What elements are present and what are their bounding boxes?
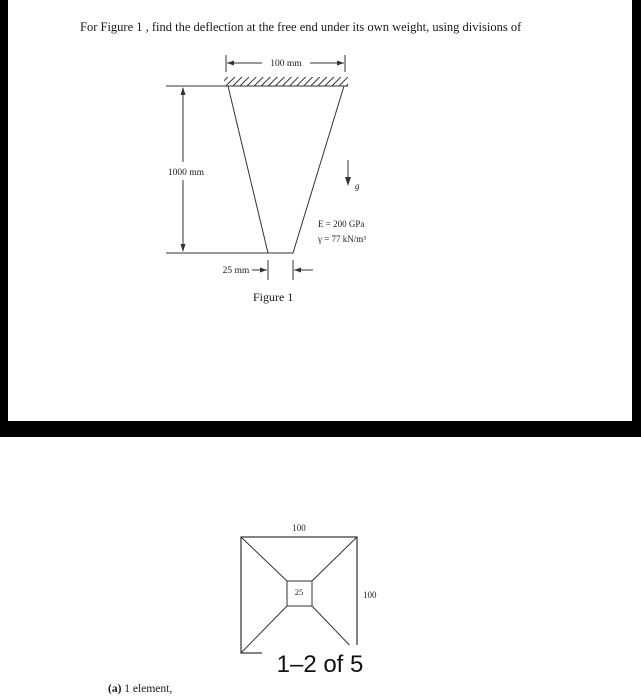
part-a-text: 1 element, <box>124 683 173 695</box>
page-indicator: 1–2 of 5 <box>262 645 378 685</box>
gravity-label: g <box>355 181 360 191</box>
part-a-letter: (a) <box>108 683 122 695</box>
figure-caption: Figure 1 <box>253 290 294 304</box>
top-width-label: 100 mm <box>270 59 302 69</box>
diagonal-top-left <box>241 537 287 581</box>
side-length-label: 100 <box>363 590 377 600</box>
question-text: For Figure 1 , find the deflection at the free end under its own weight, using divisions of <box>80 20 522 34</box>
part-a-label <box>108 683 172 695</box>
outer-width-label: 100 <box>292 523 306 533</box>
modulus-label: E = 200 GPa <box>318 219 365 229</box>
height-label: 1000 mm <box>167 168 205 178</box>
inner-width-label: 25 <box>294 587 304 597</box>
bottom-width-label: 25 mm <box>222 266 250 276</box>
weight-density-label: γ = 77 kN/m³ <box>318 234 367 244</box>
diagonal-top-right <box>312 537 357 581</box>
